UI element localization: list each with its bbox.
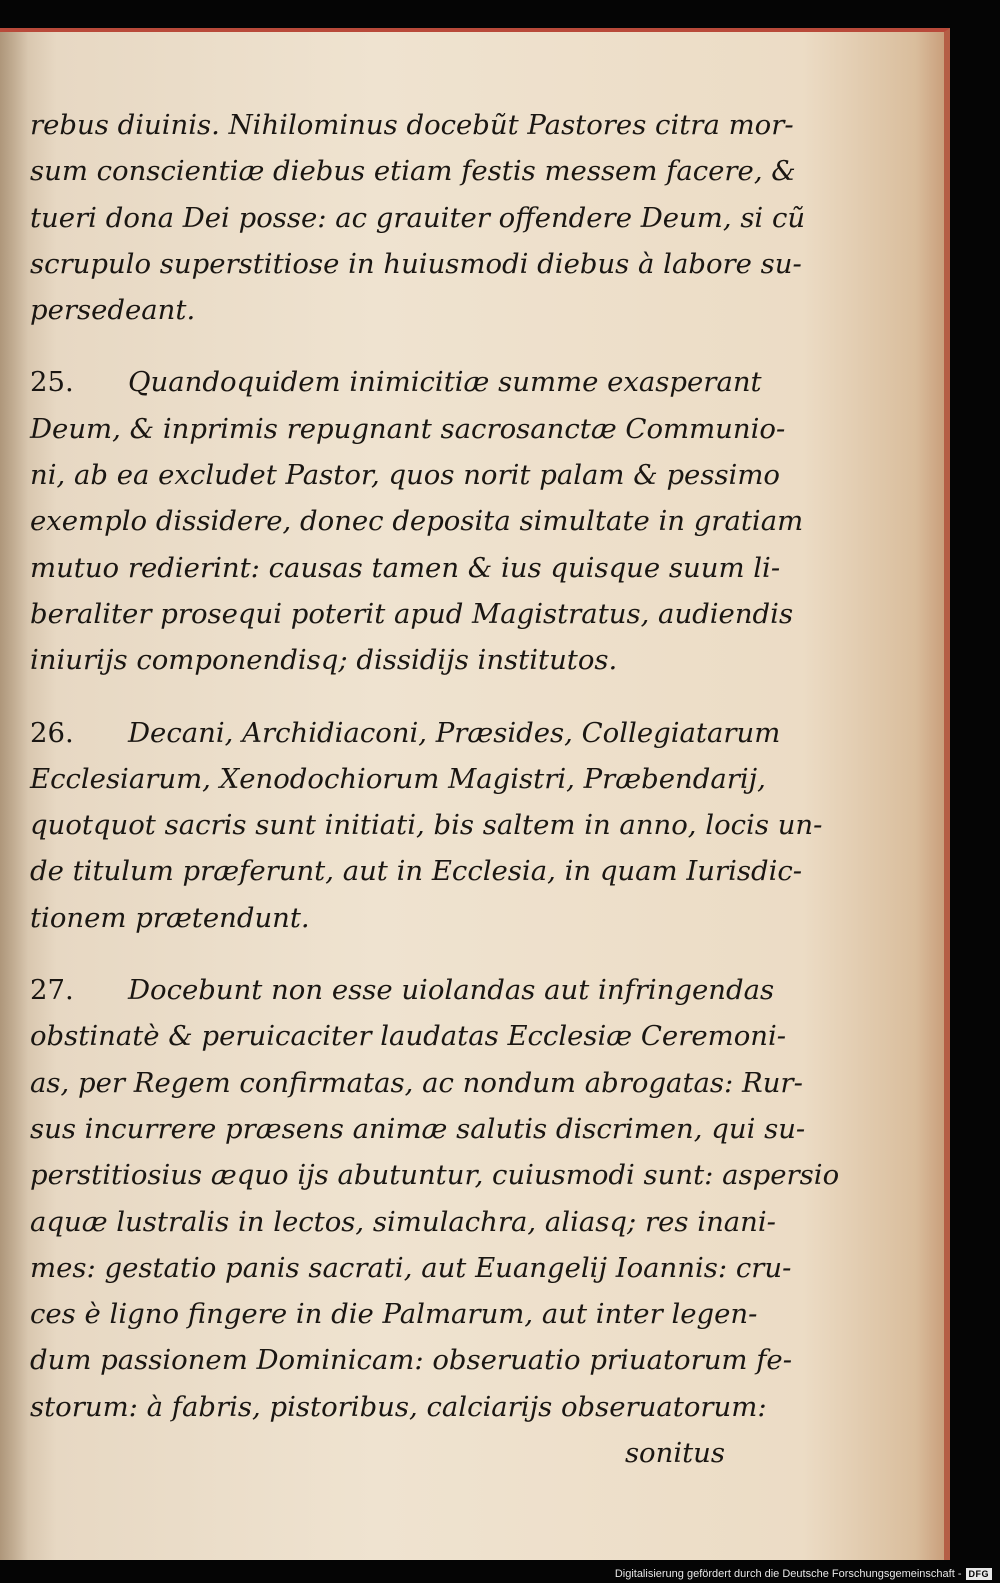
text-line: perstitiosius æquo ijs abutuntur, cuiusmodi sunt: aspersio [30, 1159, 840, 1192]
text-line: aquæ lustralis in lectos, simulachra, aliasq; res inani- [30, 1205, 776, 1238]
text-line: iniurijs componendisq; dissidijs institutos. [30, 644, 618, 677]
paragraph-number: 27. [30, 974, 74, 1007]
text-line: obstinatè & peruicaciter laudatas Ecclesiæ Ceremoni- [30, 1020, 787, 1053]
catchword: sonitus [624, 1437, 725, 1470]
text-line: ni, ab ea excludet Pastor, quos norit palam & pessimo [30, 459, 780, 492]
text-line: ces è ligno fingere in die Palmarum, aut inter legen- [30, 1298, 758, 1331]
text-line: sum conscientiæ diebus etiam festis messem facere, & [30, 155, 796, 188]
paragraph-number: 25. [30, 366, 74, 399]
text-span: Docebunt non esse uiolandas aut infringendas [128, 974, 775, 1007]
page-text [30, 102, 840, 1476]
digitization-credit [615, 1568, 992, 1580]
paragraph-25-first-line [30, 359, 762, 405]
text-line: sus incurrere præsens animæ salutis discrimen, qui su- [30, 1112, 806, 1145]
text-line: mutuo redierint: causas tamen & ius quisque suum li- [30, 551, 781, 584]
text-line: tueri dona Dei posse: ac grauiter offendere Deum, si cũ [30, 201, 806, 234]
text-line: tionem prætendunt. [30, 901, 310, 934]
text-line: mes: gestatio panis sacrati, aut Euangelij Ioannis: cru- [30, 1251, 792, 1284]
dfg-logo-icon: DFG [966, 1568, 993, 1580]
paragraph-number: 26. [30, 716, 74, 749]
text-line: quotquot sacris sunt initiati, bis saltem in anno, locis un- [30, 809, 823, 842]
text-span: Quandoquidem inimicitiæ summe exasperant [128, 366, 762, 399]
text-line: storum: à fabris, pistoribus, calciarijs obseruatorum: [30, 1390, 767, 1423]
text-line: beraliter prosequi poterit apud Magistratus, audiendis [30, 597, 794, 630]
text-line: as, per Regem confirmatas, ac nondum abrogatas: Rur- [30, 1066, 803, 1099]
text-line: rebus diuinis. Nihilominus docebũt Pastores citra mor- [30, 109, 794, 141]
text-line: Deum, & inprimis repugnant sacrosanctæ Communio- [30, 412, 786, 445]
paragraph-27-first-line [30, 967, 775, 1013]
text-span: Decani, Archidiaconi, Præsides, Collegiatarum [128, 716, 781, 749]
text-line: Ecclesiarum, Xenodochiorum Magistri, Præbendarij, [30, 762, 766, 795]
text-line: exemplo dissidere, donec deposita simultate in gratiam [30, 505, 804, 538]
text-line: persedeant. [30, 294, 196, 327]
text-line: dum passionem Dominicam: obseruatio priuatorum fe- [30, 1344, 792, 1377]
text-line: scrupulo superstitiose in huiusmodi diebus à labore su- [30, 247, 802, 280]
text-line: de titulum præferunt, aut in Ecclesia, in quam Iurisdic- [30, 855, 803, 888]
book-page [0, 28, 950, 1560]
credit-text: Digitalisierung gefördert durch die Deutsche Forschungsgemeinschaft - [614, 1568, 962, 1580]
paragraph-26-first-line [30, 710, 781, 756]
